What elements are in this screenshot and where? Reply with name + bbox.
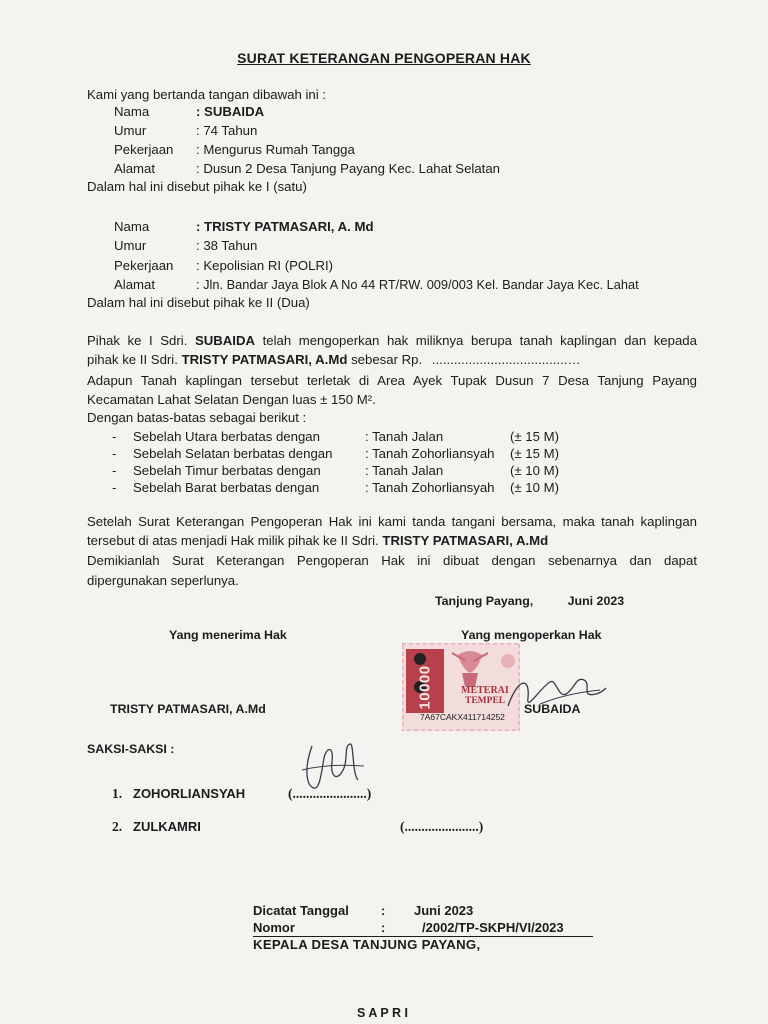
body2-line2-name: TRISTY PATMASARI, A.Md [382, 533, 549, 548]
party2-address-value: : Jln. Bandar Jaya Blok A No 44 RT/RW. 009/003 Kel. Bandar Jaya Kec. Lahat [196, 277, 639, 292]
party2-address-label: Alamat [114, 277, 156, 292]
registry-date-value: Juni 2023 [414, 903, 474, 918]
party2-age-label: Umur [114, 238, 147, 253]
registry-date-colon: : [381, 903, 386, 918]
body2-line2 [87, 533, 548, 549]
party1-job-value: : Mengurus Rumah Tangga [196, 142, 355, 157]
boundary-side: Sebelah Barat berbatas dengan [133, 480, 320, 495]
body1-line3: Adapun Tanah kaplingan tersebut terletak di Area Ayek Tupak Dusun 7 Desa Tanjung Payang [87, 373, 697, 388]
party1-name-value: : SUBAIDA [196, 104, 265, 119]
boundary-land: : Tanah Zohorliansyah [365, 480, 495, 495]
boundary-size: (± 15 M) [510, 429, 560, 444]
party1-address-value: : Dusun 2 Desa Tanjung Payang Kec. Lahat Selatan [196, 161, 501, 176]
boundary-size: (± 15 M) [510, 446, 560, 461]
boundary-land: : Tanah Zohorliansyah [365, 446, 495, 461]
receiver-name: TRISTY PATMASARI, A.Md [110, 702, 266, 716]
body1-line2-amount-dots: .....................................… [431, 352, 581, 367]
body2-line2-start: tersebut di atas menjadi Hak milik pihak ke II Sdri. [87, 533, 379, 548]
giver-name: SUBAIDA [524, 702, 581, 716]
body2-line4: dipergunakan seperlunya. [87, 573, 239, 588]
party2-age-value: : 38 Tahun [196, 238, 258, 253]
body1-line1-end: telah mengoperkan hak miliknya berupa tanah kaplingan dan kepada [262, 333, 697, 348]
witness2-name: ZULKAMRI [133, 819, 201, 834]
village-head-name: S A P R I [357, 1006, 408, 1020]
body1-line2-name: TRISTY PATMASARI, A.Md [181, 352, 348, 367]
meterai-value-box [412, 665, 438, 709]
registry-number-colon: : [381, 920, 386, 935]
party1-name-label: Nama [114, 104, 150, 119]
boundary-dash: - [112, 463, 117, 478]
boundary-side: Sebelah Timur berbatas dengan [133, 463, 321, 478]
party1-address-label: Alamat [114, 161, 156, 176]
body2-line3: Demikianlah Surat Keterangan Pengoperan Hak ini dibuat dengan sebenarnya dan dapat [87, 553, 697, 568]
body2-line1: Setelah Surat Keterangan Pengoperan Hak ini kami tanda tangani bersama, maka tanah kaplingan [87, 514, 697, 529]
body1-line4: Kecamatan Lahat Selatan Dengan luas ± 150 M². [87, 392, 376, 407]
registry-date-label: Dicatat Tanggal [253, 903, 349, 918]
registry-number-value: /2002/TP-SKPH/VI/2023 [422, 920, 564, 935]
boundary-side: Sebelah Selatan berbatas dengan [133, 446, 333, 461]
meterai-value: 10000 [416, 664, 434, 710]
meterai-text-1: METERAI [461, 685, 509, 696]
witness-heading: SAKSI-SAKSI : [87, 742, 175, 756]
receiver-label: Yang menerima Hak [169, 628, 287, 642]
party2-job-value: : Kepolisian RI (POLRI) [196, 258, 334, 273]
party1-age-value: : 74 Tahun [196, 123, 258, 138]
boundary-dash: - [112, 446, 117, 461]
meterai-text-2: TEMPEL [465, 696, 506, 706]
party1-age-label: Umur [114, 123, 147, 138]
party2-note: Dalam hal ini disebut pihak ke II (Dua) [87, 295, 310, 310]
witness1-blank: (......................) [288, 786, 372, 801]
boundary-size: (± 10 M) [510, 463, 560, 478]
document-title: SURAT KETERANGAN PENGOPERAN HAK [237, 50, 531, 66]
body1-line2 [87, 352, 581, 368]
witness2-number: 2. [112, 819, 123, 834]
intro-text: Kami yang bertanda tangan dibawah ini : [87, 87, 327, 102]
boundary-dash: - [112, 480, 117, 495]
giver-label: Yang mengoperkan Hak [461, 628, 602, 642]
body1-line2-amount-label: sebesar Rp. [351, 352, 423, 367]
boundary-land: : Tanah Jalan [365, 463, 444, 478]
body1-line2-start: pihak ke II Sdri. [87, 352, 178, 367]
party2-job-label: Pekerjaan [114, 258, 174, 273]
boundary-dash: - [112, 429, 117, 444]
witness2-blank: (......................) [400, 819, 484, 834]
body1-line1-name: SUBAIDA [194, 333, 256, 348]
party1-job-label: Pekerjaan [114, 142, 174, 157]
registry-number-row [253, 920, 593, 937]
boundary-size: (± 10 M) [510, 480, 560, 495]
body1-line1 [87, 333, 697, 349]
party1-note: Dalam hal ini disebut pihak ke I (satu) [87, 179, 307, 194]
witness1-number: 1. [112, 786, 123, 801]
registry-number-label: Nomor [253, 920, 295, 935]
meterai-serial: 7A67CAKX411714252 [420, 712, 505, 722]
body1-line5: Dengan batas-batas sebagai berikut : [87, 410, 307, 425]
party2-name-value: : TRISTY PATMASARI, A. Md [196, 219, 374, 234]
boundary-land: : Tanah Jalan [365, 429, 444, 444]
witness1-name: ZOHORLIANSYAH [133, 786, 246, 801]
registry-head: KEPALA DESA TANJUNG PAYANG, [253, 937, 481, 952]
boundary-side: Sebelah Utara berbatas dengan [133, 429, 320, 444]
party2-name-label: Nama [114, 219, 150, 234]
body1-line1-start: Pihak ke I Sdri. [87, 333, 188, 348]
place-date: Tanjung Payang, Juni 2023 [435, 594, 625, 608]
